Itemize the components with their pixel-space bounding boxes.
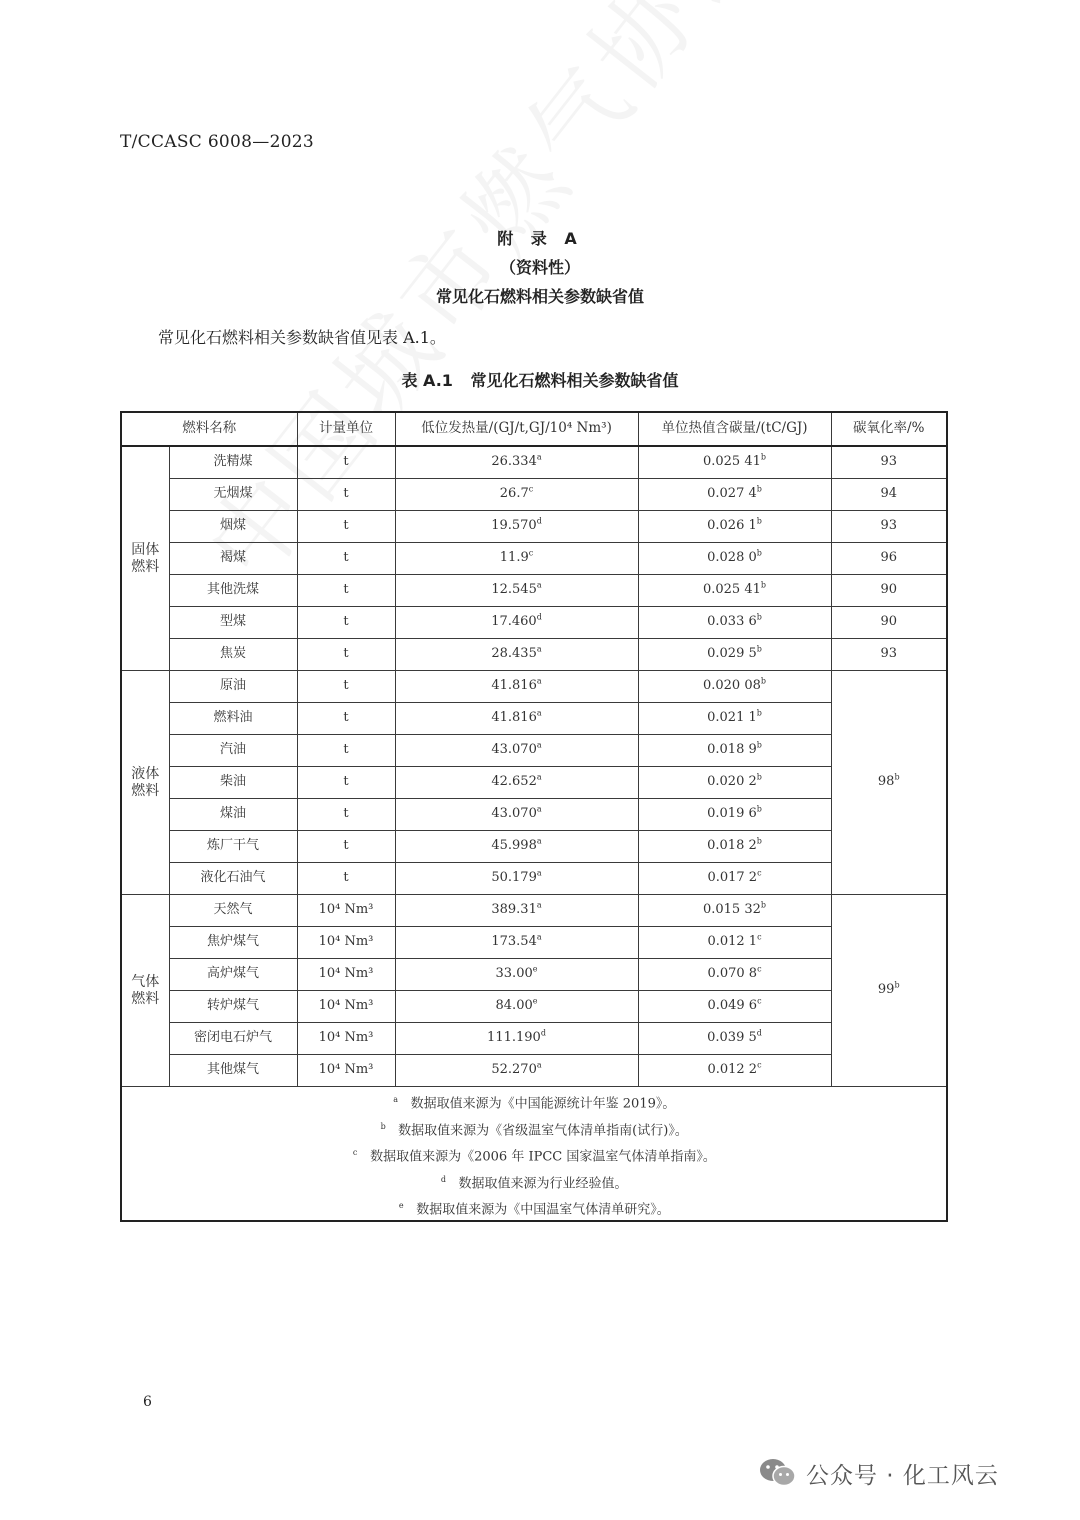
unit-cell-value: t — [343, 614, 349, 630]
footnote-mark: b — [380, 1121, 386, 1131]
unit-cell-value: t — [343, 582, 349, 598]
ncv-cell-value: 17.460 — [491, 614, 537, 630]
table-row — [121, 446, 947, 479]
unit-cell — [297, 863, 395, 895]
source-mark: a — [536, 932, 542, 942]
source-mark: b — [756, 772, 762, 782]
oxidation-rate-cell-value: 93 — [880, 454, 898, 470]
ncv-cell — [395, 607, 638, 639]
source-mark: a — [536, 676, 542, 686]
unit-cell-value: t — [343, 486, 349, 502]
fuel-parameters-table — [120, 411, 948, 1222]
wechat-badge — [758, 1455, 999, 1491]
source-mark: b — [756, 708, 762, 718]
ncv-cell — [395, 639, 638, 671]
carbon-content-cell — [638, 767, 831, 799]
unit-cell — [297, 1055, 395, 1087]
source-mark: a — [536, 772, 542, 782]
ncv-cell-value: 41.816 — [491, 678, 537, 694]
ncv-cell-value: 84.00 — [495, 998, 533, 1014]
source-mark: d — [536, 516, 542, 526]
fuel-name — [169, 831, 297, 863]
source-mark: b — [760, 676, 766, 686]
carbon-content-cell-value: 0.017 2 — [707, 870, 758, 886]
table-row — [121, 671, 947, 703]
fuel-name-value: 褐煤 — [219, 550, 246, 566]
ncv-cell — [395, 895, 638, 927]
carbon-content-cell — [638, 1023, 831, 1055]
carbon-content-cell — [638, 639, 831, 671]
oxidation-rate-cell-value: 94 — [880, 486, 898, 502]
fuel-name-value: 柴油 — [219, 774, 246, 790]
ncv-cell — [395, 863, 638, 895]
unit-cell — [297, 767, 395, 799]
unit-cell-value: t — [343, 678, 349, 694]
ncv-cell — [395, 927, 638, 959]
ncv-cell-value: 52.270 — [491, 1062, 537, 1078]
table-row — [121, 895, 947, 927]
oxidation-rate-cell — [831, 575, 947, 607]
fuel-name — [169, 1023, 297, 1055]
source-mark: b — [756, 484, 762, 494]
table-row — [121, 607, 947, 639]
table-row — [121, 863, 947, 895]
ncv-cell-value: 41.816 — [491, 710, 537, 726]
ncv-cell-value: 26.7 — [499, 486, 529, 502]
source-mark: b — [894, 772, 900, 782]
fuel-name — [169, 959, 297, 991]
source-mark: b — [756, 644, 762, 654]
unit-cell-value: t — [343, 806, 349, 822]
source-mark: c — [757, 932, 762, 942]
table-row — [121, 735, 947, 767]
ncv-cell — [395, 543, 638, 575]
unit-cell — [297, 446, 395, 479]
table-row — [121, 767, 947, 799]
unit-cell-value: 10⁴ Nm³ — [318, 1030, 374, 1046]
unit-cell-value: t — [343, 518, 349, 534]
source-mark: c — [757, 964, 762, 974]
unit-cell — [297, 1023, 395, 1055]
carbon-content-cell-value: 0.018 9 — [707, 742, 757, 758]
standard-code: T/CCASC 6008—2023 — [120, 132, 315, 152]
footnotes — [121, 1087, 947, 1221]
oxidation-rate-cell-value: 93 — [880, 518, 898, 534]
ncv-cell — [395, 1023, 638, 1055]
fuel-category — [121, 895, 169, 1087]
source-mark: b — [760, 900, 766, 910]
carbon-content-cell-value: 0.015 32 — [702, 902, 761, 918]
fuel-category — [121, 446, 169, 671]
fuel-category-label: 气体 — [131, 974, 160, 991]
fuel-name — [169, 927, 297, 959]
carbon-content-cell — [638, 1055, 831, 1087]
unit-cell — [297, 799, 395, 831]
fuel-name — [169, 735, 297, 767]
oxidation-rate-cell — [831, 511, 947, 543]
unit-cell-value: 10⁴ Nm³ — [318, 998, 374, 1014]
table-row — [121, 1055, 947, 1087]
unit-cell-value: t — [343, 454, 349, 470]
carbon-content-cell — [638, 607, 831, 639]
table-header-row — [121, 412, 947, 446]
intro-paragraph: 常见化石燃料相关参数缺省值见表 A.1。 — [158, 328, 446, 347]
source-mark: a — [536, 580, 542, 590]
oxidation-rate-cell — [831, 607, 947, 639]
oxidation-rate-cell-value: 90 — [880, 582, 898, 598]
carbon-content-cell-value: 0.012 1 — [707, 934, 758, 950]
fuel-category-label: 固体 — [131, 542, 160, 559]
wechat-icon — [758, 1457, 798, 1489]
footnotes-row — [121, 1087, 947, 1221]
ncv-cell-value: 42.652 — [491, 774, 537, 790]
fuel-name — [169, 767, 297, 799]
ncv-cell-value: 19.570 — [491, 518, 537, 534]
fuel-name-value: 其他煤气 — [206, 1062, 259, 1078]
carbon-content-cell — [638, 575, 831, 607]
ncv-cell — [395, 991, 638, 1023]
fuel-category-label: 燃料 — [131, 558, 160, 575]
carbon-content-cell — [638, 543, 831, 575]
unit-cell — [297, 927, 395, 959]
ncv-cell-value: 11.9 — [499, 550, 529, 566]
unit-cell — [297, 703, 395, 735]
unit-cell-value: t — [343, 550, 349, 566]
carbon-content-cell — [638, 831, 831, 863]
carbon-content-cell — [638, 927, 831, 959]
source-mark: a — [536, 804, 542, 814]
fuel-name — [169, 446, 297, 479]
source-mark: b — [756, 516, 762, 526]
table-row — [121, 831, 947, 863]
carbon-content-cell — [638, 511, 831, 543]
ncv-cell — [395, 735, 638, 767]
oxidation-rate-cell-value: 93 — [880, 646, 898, 662]
carbon-content-cell — [638, 863, 831, 895]
ncv-cell-value: 389.31 — [491, 902, 537, 918]
fuel-name — [169, 639, 297, 671]
unit-cell — [297, 735, 395, 767]
oxidation-rate-cell-value: 90 — [880, 614, 898, 630]
carbon-content-cell-value: 0.012 2 — [707, 1062, 758, 1078]
fuel-name-value: 焦炉煤气 — [206, 934, 259, 950]
source-mark: c — [528, 548, 534, 558]
footnote-mark: e — [398, 1201, 404, 1210]
ncv-cell-value: 33.00 — [495, 966, 533, 982]
fuel-name-value: 无烟煤 — [213, 486, 253, 502]
table-row — [121, 927, 947, 959]
footnote-line — [122, 1167, 946, 1194]
fuel-name — [169, 511, 297, 543]
table-caption — [0, 368, 1080, 391]
source-mark: b — [760, 452, 766, 462]
source-mark: a — [536, 868, 542, 878]
appendix-type: （资料性） — [499, 258, 580, 277]
source-mark: b — [894, 980, 900, 990]
source-mark: a — [536, 740, 542, 750]
page-number: 6 — [143, 1394, 152, 1410]
carbon-content-cell-value: 0.021 1 — [707, 710, 757, 726]
footnote-mark: d — [440, 1174, 447, 1184]
source-mark: b — [760, 580, 766, 590]
unit-cell — [297, 959, 395, 991]
oxidation-rate-cell — [831, 446, 947, 479]
fuel-name-value: 燃料油 — [213, 710, 253, 726]
unit-cell — [297, 607, 395, 639]
appendix-title: 附 录 A — [497, 229, 583, 248]
oxidation-rate-cell — [831, 479, 947, 511]
table-row — [121, 991, 947, 1023]
source-mark: c — [757, 996, 762, 1006]
fuel-name — [169, 671, 297, 703]
carbon-content-cell-value: 0.019 6 — [707, 806, 757, 822]
source-mark: a — [536, 452, 542, 462]
unit-cell — [297, 543, 395, 575]
fuel-name-value: 其他洗煤 — [206, 582, 259, 598]
fuel-name — [169, 863, 297, 895]
unit-cell-value: t — [343, 870, 349, 886]
ncv-cell-value: 173.54 — [491, 934, 537, 950]
ncv-cell-value: 12.545 — [491, 582, 537, 598]
table-row — [121, 703, 947, 735]
oxidation-rate-cell-value: 96 — [880, 550, 898, 566]
table-caption-title: 常见化石燃料相关参数缺省值 — [470, 371, 679, 390]
ncv-cell-value: 43.070 — [491, 806, 537, 822]
footnote-line — [122, 1114, 946, 1141]
fuel-name — [169, 703, 297, 735]
fuel-category-label: 燃料 — [131, 990, 160, 1007]
unit-cell-value: 10⁴ Nm³ — [318, 1062, 374, 1078]
fuel-name-value: 汽油 — [219, 742, 246, 758]
footnote-text: 数据取值来源为《中国温室气体清单研究》。 — [416, 1202, 670, 1218]
fuel-name — [169, 607, 297, 639]
fuel-name — [169, 799, 297, 831]
fuel-name — [169, 895, 297, 927]
oxidation-rate-cell — [831, 543, 947, 575]
carbon-content-cell-value: 0.029 5 — [707, 646, 757, 662]
ncv-cell — [395, 703, 638, 735]
unit-cell-value: 10⁴ Nm³ — [318, 934, 374, 950]
table-row — [121, 1023, 947, 1055]
table-row — [121, 799, 947, 831]
carbon-content-cell-value: 0.020 08 — [702, 678, 761, 694]
footnote-line — [122, 1087, 946, 1114]
fuel-name-value: 密闭电石炉气 — [193, 1030, 272, 1046]
footnote-text: 数据取值来源为《省级温室气体清单指南(试行)》。 — [398, 1122, 688, 1138]
footnote-text: 数据取值来源为《2006 年 IPCC 国家温室气体清单指南》。 — [370, 1149, 716, 1165]
unit-cell-value: 10⁴ Nm³ — [318, 902, 374, 918]
footnote-line — [122, 1140, 946, 1167]
carbon-content-cell-value: 0.025 41 — [702, 582, 761, 598]
fuel-name — [169, 1055, 297, 1087]
fuel-name-value: 焦炭 — [219, 646, 246, 662]
fuel-name-value: 型煤 — [219, 614, 246, 630]
footnote-mark: c — [352, 1148, 358, 1157]
carbon-content-cell-value: 0.026 1 — [707, 518, 757, 534]
footnote-line — [122, 1193, 946, 1220]
carbon-content-cell — [638, 703, 831, 735]
oxidation-rate-cell-value: 98 — [877, 774, 895, 790]
unit-cell — [297, 575, 395, 607]
unit-cell-value: t — [343, 646, 349, 662]
unit-cell-value: t — [343, 710, 349, 726]
oxidation-rate-cell — [831, 639, 947, 671]
ncv-cell-value: 111.190 — [487, 1030, 541, 1046]
ncv-cell-value: 50.179 — [491, 870, 537, 886]
header-fuel-name: 燃料名称 — [121, 412, 297, 446]
carbon-content-cell-value: 0.018 2 — [707, 838, 757, 854]
source-mark: c — [757, 868, 762, 878]
fuel-name-value: 煤油 — [219, 806, 246, 822]
source-mark: b — [756, 836, 762, 846]
footnote-mark: a — [393, 1095, 399, 1104]
ncv-cell — [395, 479, 638, 511]
unit-cell-value: 10⁴ Nm³ — [318, 966, 374, 982]
source-mark: a — [536, 836, 542, 846]
header-oxidation-rate: 碳氧化率/% — [831, 412, 947, 446]
unit-cell — [297, 639, 395, 671]
ncv-cell — [395, 1055, 638, 1087]
unit-cell — [297, 479, 395, 511]
table-caption-id: 表 A.1 — [401, 371, 453, 390]
unit-cell-value: t — [343, 838, 349, 854]
ncv-cell — [395, 767, 638, 799]
header-carbon-content: 单位热值含碳量/(tC/GJ) — [638, 412, 831, 446]
source-mark: b — [756, 804, 762, 814]
ncv-cell — [395, 799, 638, 831]
carbon-content-cell-value: 0.027 4 — [707, 486, 757, 502]
table-row — [121, 511, 947, 543]
carbon-content-cell-value: 0.028 0 — [707, 550, 757, 566]
oxidation-rate-cell — [831, 671, 947, 895]
ncv-cell-value: 26.334 — [491, 454, 537, 470]
fuel-name — [169, 991, 297, 1023]
source-mark: e — [532, 964, 538, 974]
table-row — [121, 639, 947, 671]
fuel-category-label: 燃料 — [131, 782, 160, 799]
unit-cell — [297, 895, 395, 927]
carbon-content-cell-value: 0.049 6 — [707, 998, 758, 1014]
source-mark: a — [536, 900, 542, 910]
wechat-account-label: 公众号 · 化工风云 — [806, 1462, 999, 1489]
carbon-content-cell-value: 0.025 41 — [702, 454, 761, 470]
source-mark: b — [756, 548, 762, 558]
table-row — [121, 543, 947, 575]
unit-cell-value: t — [343, 774, 349, 790]
carbon-content-cell — [638, 799, 831, 831]
unit-cell — [297, 831, 395, 863]
carbon-content-cell — [638, 959, 831, 991]
table-row — [121, 575, 947, 607]
source-mark: c — [528, 484, 534, 494]
carbon-content-cell — [638, 895, 831, 927]
footnote-text: 数据取值来源为《中国能源统计年鉴 2019》。 — [410, 1096, 676, 1112]
unit-cell-value: t — [343, 742, 349, 758]
carbon-content-cell-value: 0.070 8 — [707, 966, 758, 982]
fuel-name-value: 转炉煤气 — [206, 998, 259, 1014]
header-ncv: 低位发热量/(GJ/t,GJ/10⁴ Nm³) — [395, 412, 638, 446]
header-unit: 计量单位 — [297, 412, 395, 446]
ncv-cell — [395, 959, 638, 991]
source-mark: d — [756, 1028, 762, 1038]
source-mark: c — [757, 1060, 762, 1070]
fuel-name — [169, 575, 297, 607]
carbon-content-cell-value: 0.039 5 — [707, 1030, 757, 1046]
source-mark: b — [756, 740, 762, 750]
ncv-cell — [395, 446, 638, 479]
fuel-name-value: 洗精煤 — [213, 454, 253, 470]
source-mark: a — [536, 1060, 542, 1070]
fuel-name-value: 天然气 — [213, 902, 253, 918]
fuel-name-value: 液化石油气 — [200, 870, 266, 886]
ncv-cell-value: 28.435 — [491, 646, 537, 662]
source-mark: a — [536, 708, 542, 718]
table-row — [121, 959, 947, 991]
fuel-category — [121, 671, 169, 895]
fuel-name — [169, 479, 297, 511]
fuel-name — [169, 543, 297, 575]
source-mark: a — [536, 644, 542, 654]
ncv-cell — [395, 511, 638, 543]
fuel-category-label: 液体 — [131, 766, 160, 783]
unit-cell — [297, 671, 395, 703]
oxidation-rate-cell-value: 99 — [877, 982, 895, 998]
carbon-content-cell — [638, 671, 831, 703]
carbon-content-cell — [638, 991, 831, 1023]
ncv-cell — [395, 831, 638, 863]
ncv-cell — [395, 671, 638, 703]
source-mark: d — [536, 612, 542, 622]
fuel-name-value: 原油 — [219, 678, 246, 694]
fuel-name-value: 炼厂干气 — [206, 838, 259, 854]
oxidation-rate-cell — [831, 895, 947, 1087]
source-mark: e — [532, 996, 538, 1006]
appendix-heading: 常见化石燃料相关参数缺省值 — [435, 287, 644, 306]
table-row — [121, 479, 947, 511]
unit-cell — [297, 511, 395, 543]
fuel-name-value: 烟煤 — [219, 518, 246, 534]
source-mark: d — [540, 1028, 546, 1038]
carbon-content-cell — [638, 735, 831, 767]
source-mark: b — [756, 612, 762, 622]
carbon-content-cell — [638, 479, 831, 511]
unit-cell — [297, 991, 395, 1023]
carbon-content-cell-value: 0.020 2 — [707, 774, 757, 790]
carbon-content-cell-value: 0.033 6 — [707, 614, 757, 630]
ncv-cell-value: 45.998 — [491, 838, 537, 854]
ncv-cell-value: 43.070 — [491, 742, 537, 758]
ncv-cell — [395, 575, 638, 607]
carbon-content-cell — [638, 446, 831, 479]
fuel-name-value: 高炉煤气 — [206, 966, 259, 982]
footnote-text: 数据取值来源为行业经验值。 — [458, 1175, 628, 1191]
